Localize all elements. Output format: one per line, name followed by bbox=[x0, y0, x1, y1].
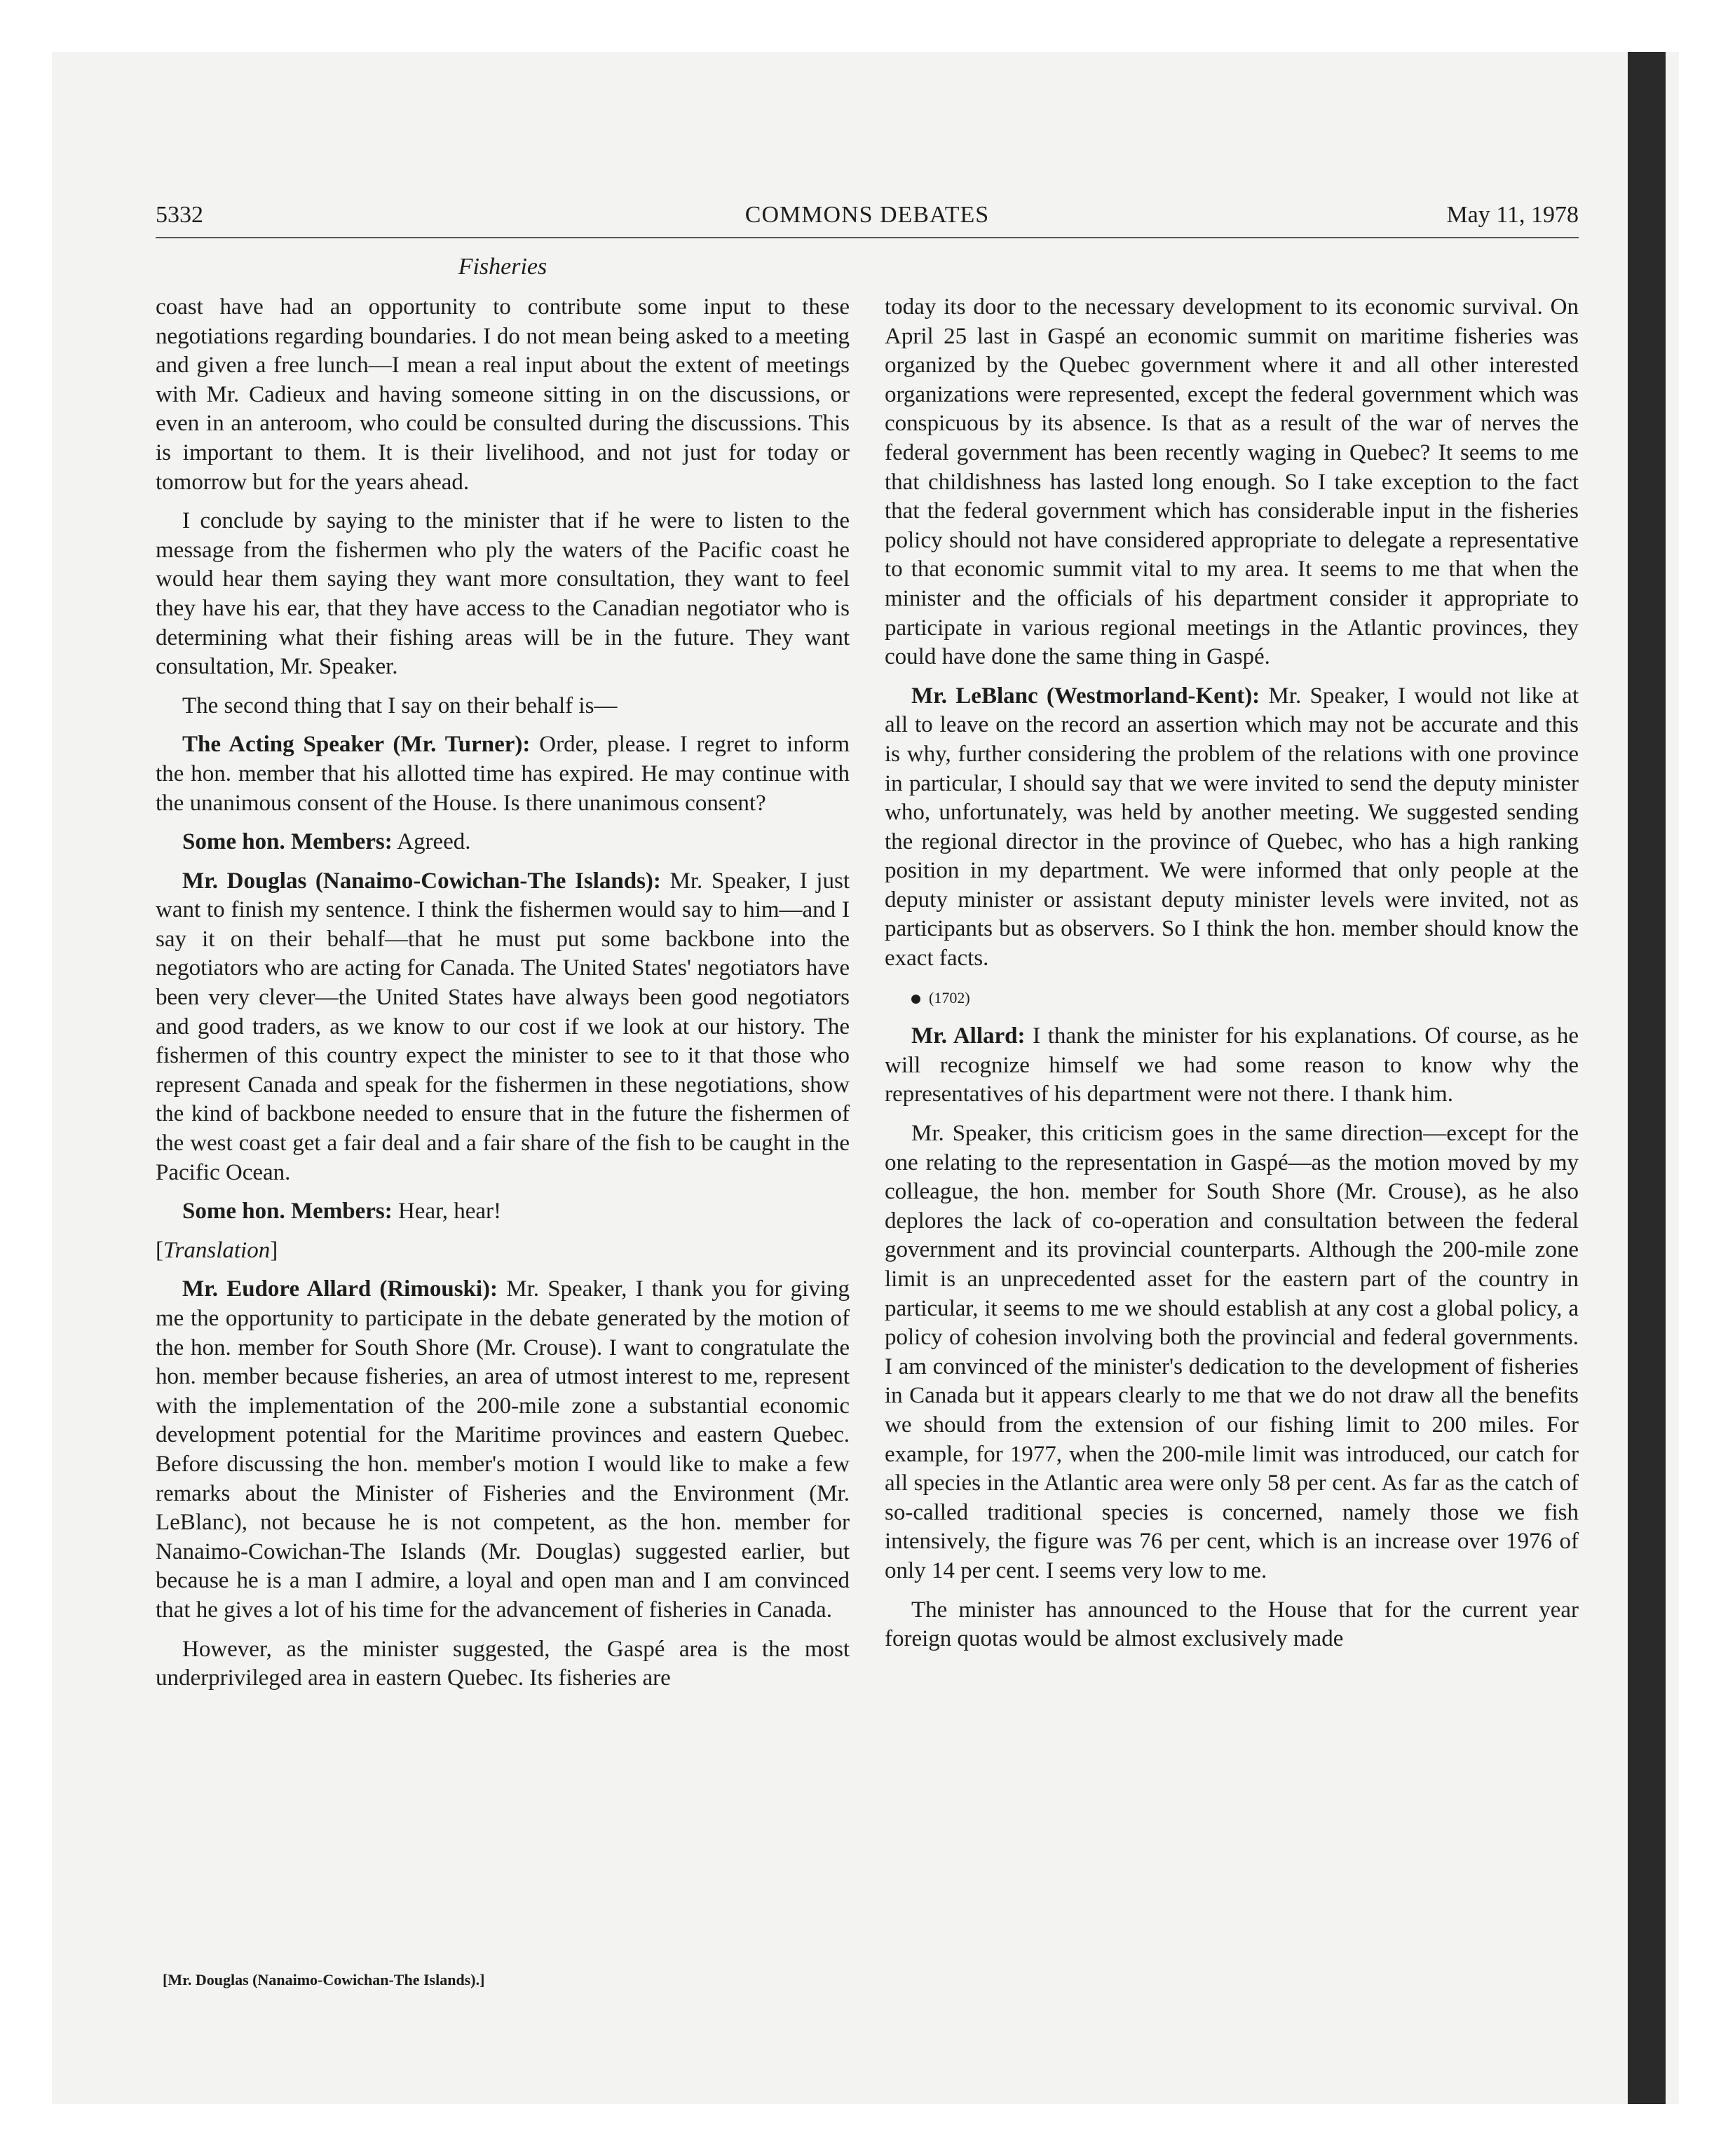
speech-paragraph bbox=[156, 1275, 850, 1625]
speaker-name: Mr. Allard: bbox=[911, 1023, 1026, 1049]
speech-paragraph bbox=[156, 867, 850, 1188]
speaker-footnote: [Mr. Douglas (Nanaimo-Cowichan-The Islands).] bbox=[163, 1971, 485, 1988]
speech-text: I thank the minister for his explanations. Of course, as he will recognize himself we had some reason to know why the representatives of his department were not there. I thank him. bbox=[885, 1023, 1579, 1107]
publication-title: COMMONS DEBATES bbox=[744, 202, 990, 228]
speaker-name: Mr. LeBlanc (Westmorland-Kent): bbox=[911, 683, 1260, 709]
page-header bbox=[156, 202, 1579, 237]
paragraph: The minister has announced to the House that for the current year foreign quotas would be almost exclusively made bbox=[885, 1597, 1579, 1652]
paragraph: today its door to the necessary development to its economic survival. On April 25 last in Gaspé an economic summit on maritime fisheries was organized by the Quebec government where it and all other interested organizations were represented, except the federal government which was conspicuous by its absence. Is that as a result of the war of nerves the federal government has been recently waging in Quebec? It seems to me that childishness has lasted long enough. So I take exception to the fact that the federal government which has considerable input in the fisheries policy should not have considered appropriate to delegate a representative to that economic summit vital to my area. It seems to me that when the minister and the officials of his department consider it appropriate to participate in various regional meetings in the Atlantic provinces, they could have done the same thing in Gaspé. bbox=[885, 294, 1579, 670]
speech-text: Mr. Speaker, I thank you for giving me the opportunity to participate in the debate generated by the motion of the hon. member for South Shore (Mr. Crouse). I want to congratulate the hon. member because fisheries, an area of utmost interest to me, represent with the implementation of the 200-mile zone a substantial economic development potential for the Maritime provinces and eastern Quebec. Before discussing the hon. member's motion I would like to make a few remarks about the Minister of Fisheries and the Environment (Mr. LeBlanc), not because he is not competent, as the hon. member for Nanaimo-Cowichan-The Islands (Mr. Douglas) suggested earlier, but because he is a man I admire, a loyal and open man and I am convinced that he gives a lot of his time for the advancement of fisheries in Canada. bbox=[156, 1276, 850, 1623]
paragraph: However, as the minister suggested, the Gaspé area is the most underprivileged area in eastern Quebec. Its fisheries are bbox=[156, 1636, 850, 1691]
speech-paragraph bbox=[156, 1197, 850, 1227]
paragraph: The second thing that I say on their behalf is— bbox=[182, 692, 618, 718]
publication-date: May 11, 1978 bbox=[1446, 202, 1579, 228]
right-column bbox=[885, 293, 1579, 1664]
paragraph: Mr. Speaker, this criticism goes in the same direction—except for the one relating to the representation in Gaspé—as the motion moved by my colleague, the hon. member for South Shore (Mr. Crouse), as he also deplores the lack of co-operation and consultation between the federal government and its provincial counterparts. Although the 200-mile zone limit is an unprecedented asset for the eastern part of the country in particular, it seems to me we should establish at any cost a global policy, a policy of cohesion involving both the provincial and federal governments. I am convinced of the minister's dedication to the development of fisheries in Canada but it appears clearly to me that we do not draw all the benefits we should from the extension of our fishing limit to 200 miles. For example, for 1977, when the 200-mile limit was introduced, our catch for all species in the Atlantic area were only 58 per cent. As far as the catch of so-called traditional species is concerned, namely those we fish intensively, the figure was 76 per cent, which is an increase over 1976 of only 14 per cent. I seems very low to me. bbox=[885, 1121, 1579, 1583]
speech-paragraph bbox=[156, 730, 850, 818]
speech-text: Mr. Speaker, I would not like at all to leave on the record an assertion which may not be accurate and this is why, further considering the problem of the relations with one province in particular, I should say that we were invited to send the deputy minister who, unfortunately, was held by another meeting. We suggested sending the regional director in the province of Quebec, who has a high ranking position in my department. We were informed that only people at the deputy minister or assistant deputy minister levels were invited, not as participants but as observers. So I think the hon. member should know the exact facts. bbox=[885, 683, 1579, 971]
header-rule bbox=[156, 237, 1579, 238]
speaker-name: Mr. Douglas (Nanaimo-Cowichan-The Islands): bbox=[182, 868, 661, 894]
page-number: 5332 bbox=[156, 202, 203, 228]
speech-paragraph bbox=[885, 682, 1579, 974]
paragraph: I conclude by saying to the minister that if he were to listen to the message from the fishermen who ply the waters of the Pacific coast he would hear them saying they want more consultation, they want to feel they have his ear, that they have access to the Canadian negotiator who is determining what their fishing areas will be in the future. They want consultation, Mr. Speaker. bbox=[156, 508, 850, 680]
speaker-name: Some hon. Members: bbox=[182, 829, 393, 855]
paragraph: coast have had an opportunity to contribute some input to these negotiations regarding boundaries. I do not mean being asked to a meeting and given a free lunch—I mean a real input about the extent of meetings with Mr. Cadieux and having someone sitting in on the discussions, or even in an anteroom, who could be consulted during the discussions. This is important to them. It is their livelihood, and not just for today or tomorrow but for the years ahead. bbox=[156, 294, 850, 495]
speech-text: Agreed. bbox=[392, 829, 471, 855]
speaker-name: The Acting Speaker (Mr. Turner): bbox=[182, 732, 531, 758]
speech-text: Mr. Speaker, I just want to finish my sentence. I think the fishermen would say to him—and I say it on their behalf—that he must put some backbone into the negotiators who are acting for Canada. The United States' negotiators have been very clever—the United States have always been good negotiators and good traders, as we know to our cost if we look at our history. The fishermen of this country expect the minister to see to it that those who represent Canada and speak for the fishermen in these negotiations, show the kind of backbone needed to ensure that in the future the fishermen of the west coast get a fair deal and a fair share of the fish to be caught in the Pacific Ocean. bbox=[156, 868, 850, 1185]
section-title: Fisheries bbox=[458, 254, 547, 280]
time-marker: (1702) bbox=[885, 983, 1579, 1013]
translation-note: [Translation] bbox=[156, 1237, 278, 1263]
speech-text: Order, please. I regret to inform the hon. member that his allotted time has expired. He may continue with the unanimous consent of the House. Is there unanimous consent? bbox=[156, 732, 850, 816]
scan-edge bbox=[1628, 52, 1666, 2104]
bullet-dot-icon bbox=[911, 995, 920, 1004]
speaker-name: Mr. Eudore Allard (Rimouski): bbox=[182, 1276, 498, 1302]
speech-paragraph bbox=[885, 1022, 1579, 1110]
speaker-name: Some hon. Members: bbox=[182, 1199, 393, 1224]
speech-text: Hear, hear! bbox=[392, 1199, 502, 1224]
speech-paragraph bbox=[156, 828, 850, 857]
left-column bbox=[156, 293, 850, 1703]
